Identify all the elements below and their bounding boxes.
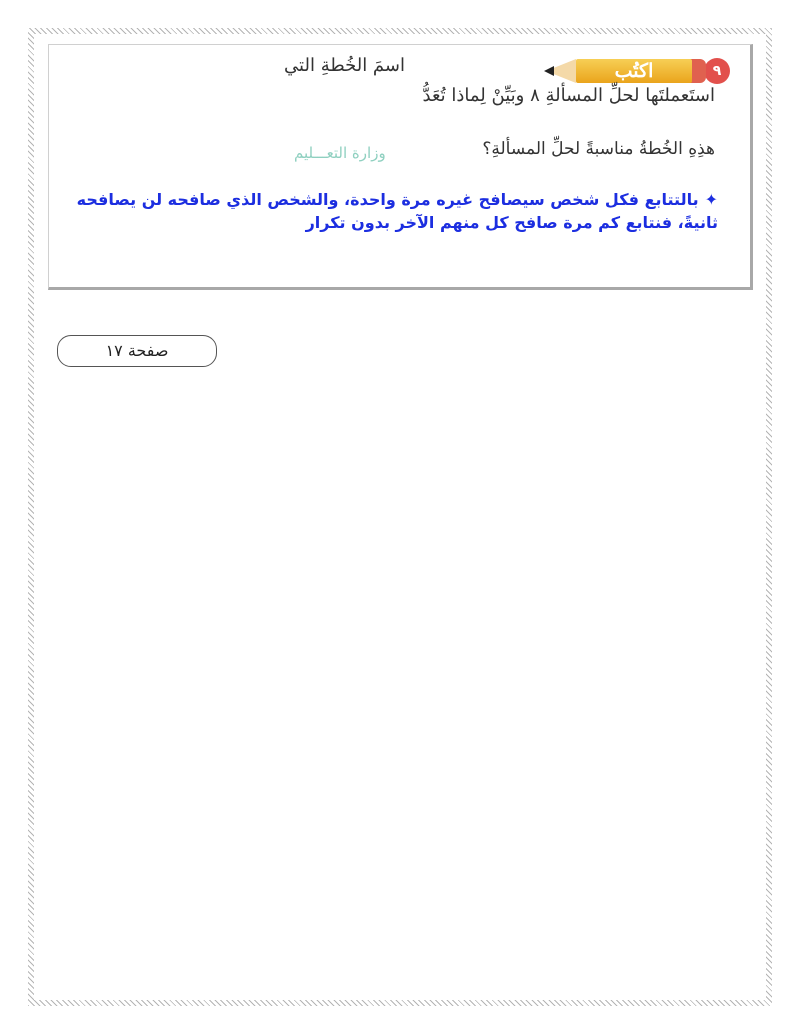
pencil-icon <box>532 59 692 83</box>
question-line-2-text: استَعملتَها لحلِّ المسألةِ ٨ وبَيِّنْ لِماذا تُعَدُّ <box>422 85 715 106</box>
question-box <box>48 44 753 290</box>
answer-text-block <box>68 188 718 234</box>
question-line-3: هذِهِ الخُطةُ مناسبةً لحلِّ المسألةِ؟ <box>482 139 715 159</box>
question-number-badge: ٩ <box>704 58 730 84</box>
page-number-label: صفحة ١٧ <box>57 335 217 367</box>
question-line-1: اسمَ الخُطةِ التي <box>284 55 405 76</box>
question-line-2 <box>423 85 715 106</box>
answer-bullet-icon: ✦ <box>704 190 718 209</box>
answer-text: بالتتابع فكل شخص سيصافح غيره مرة واحدة، والشخص الذي صافحه لن يصافحه ثانيةً، فنتابع كم مرة صافح كل منهم الآخر بدون تكرار <box>76 190 718 232</box>
write-tag-label: اكتُب <box>614 60 654 82</box>
pencil-eraser <box>690 59 706 83</box>
ministry-watermark: وزارة التعـــليم <box>294 144 386 162</box>
pencil-lead-tip <box>544 66 554 76</box>
